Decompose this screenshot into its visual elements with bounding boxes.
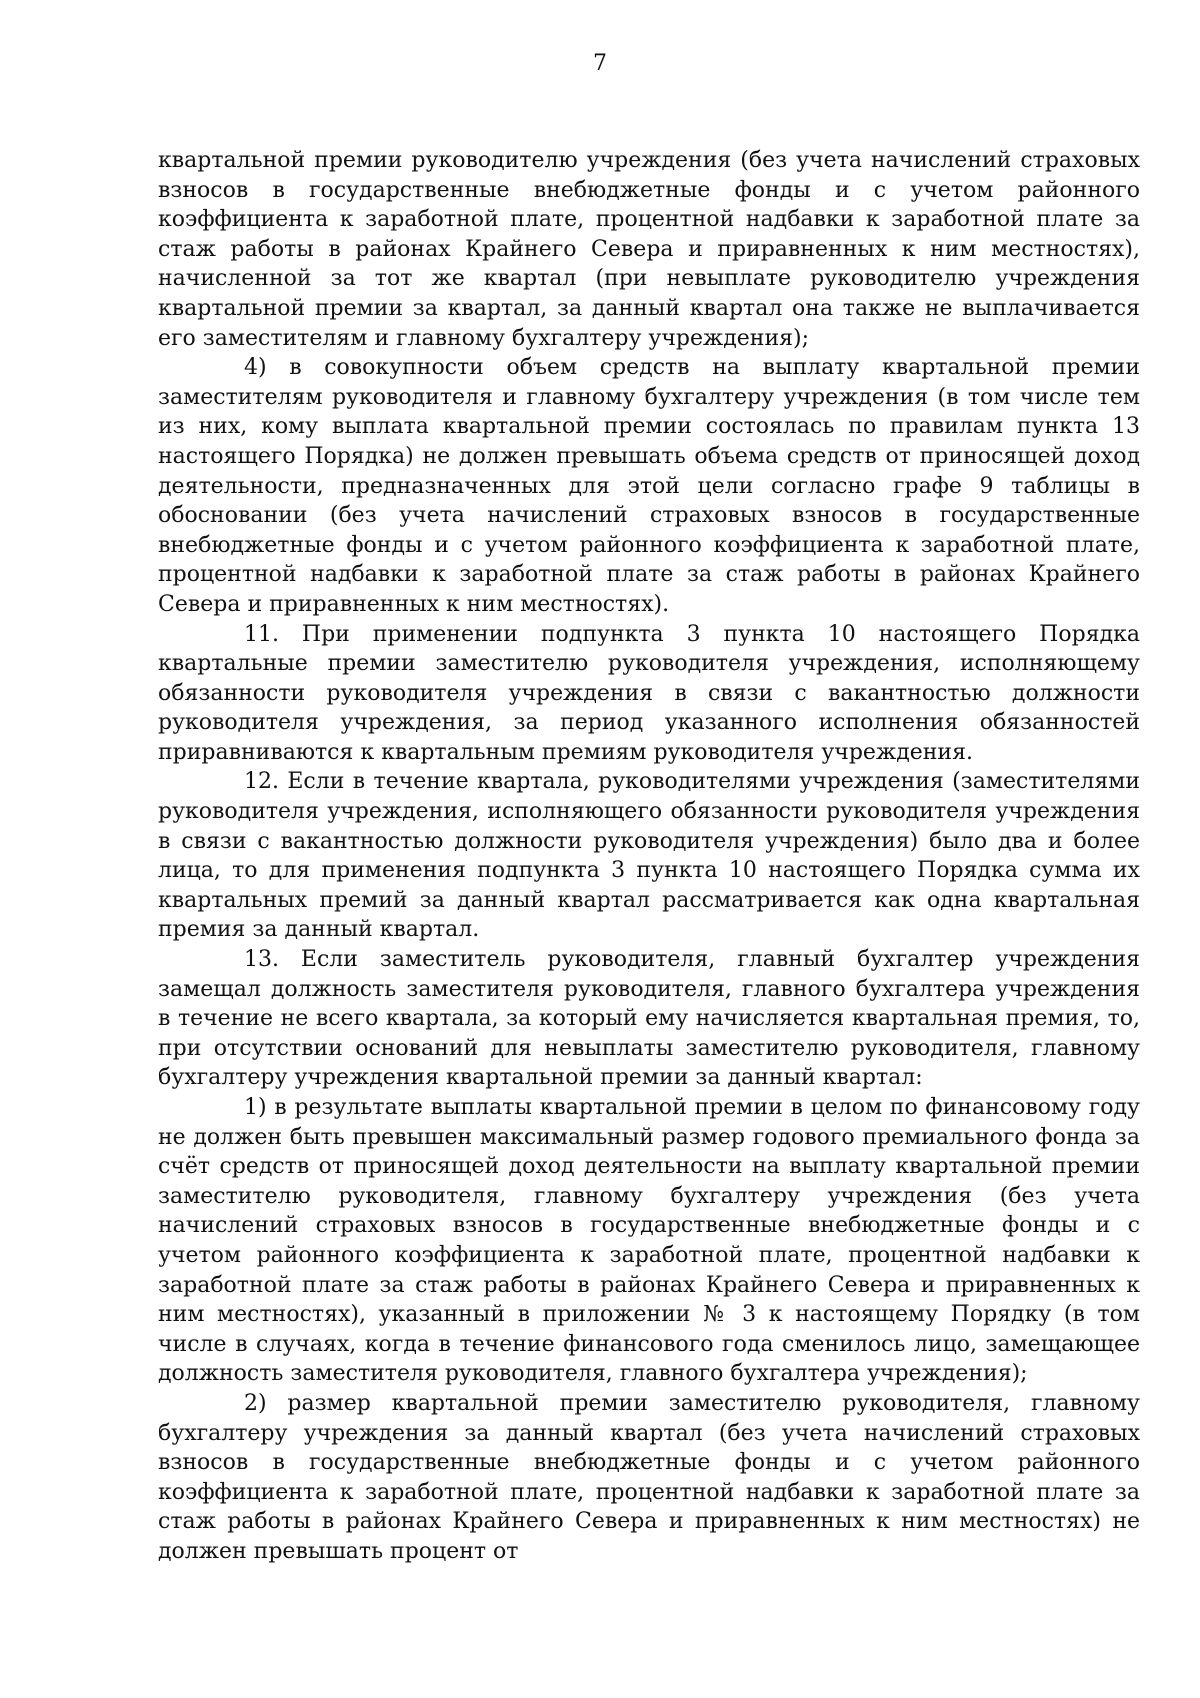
- paragraph-continuation: квартальной премии руководителю учреждения (без учета начислений страховых взносов в государственные внебюджетные фонды и с учетом районного коэффициента к заработной плате, процентной надбавки к заработной плате за стаж работы в районах Крайнего Севера и приравненных к ним местностях), начисленной за тот же квартал (при невыплате руководителю учреждения квартальной премии за квартал, за данный квартал она также не выплачивается его заместителям и главному бухгалтеру учреждения);: [158, 148, 1140, 351]
- paragraph-clause-11: 11. При применении подпункта 3 пункта 10 настоящего Порядка квартальные премии заместителю руководителя учреждения, исполняющему обязанности руководителя учреждения в связи с вакантностью должности руководителя учреждения, за период указанного исполнения обязанностей приравниваются к квартальным премиям руководителя учреждения.: [158, 621, 1140, 765]
- paragraph-subitem-1: 1) в результате выплаты квартальной премии в целом по финансовому году не должен быть превышен максимальный размер годового премиального фонда за счёт средств от приносящей доход деятельности на выплату квартальной премии заместителю руководителя, главному бухгалтеру учреждения (без учета начислений страховых взносов в государственные внебюджетные фонды и с учетом районного коэффициента к заработной плате, процентной надбавки к заработной плате за стаж работы в районах Крайнего Севера и приравненных к ним местностях), указанный в приложении № 3 к настоящему Порядку (в том числе в случаях, когда в течение финансового года сменилось лицо, замещающее должность заместителя руководителя, главного бухгалтера учреждения);: [158, 1095, 1140, 1387]
- paragraph-clause-13: 13. Если заместитель руководителя, главный бухгалтер учреждения замещал должность заместителя руководителя, главного бухгалтера учреждения в течение не всего квартала, за который ему начисляется квартальная премия, то, при отсутствии оснований для невыплаты заместителю руководителя, главному бухгалтеру учреждения квартальной премии за данный квартал:: [158, 947, 1140, 1091]
- page-number: 7: [593, 51, 607, 76]
- paragraph-subitem-4: 4) в совокупности объем средств на выплату квартальной премии заместителям руководителя и главному бухгалтеру учреждения (в том числе тем из них, кому выплата квартальной премии состоялась по правилам пункта 13 настоящего Порядка) не должен превышать объема средств от приносящей доход деятельности, предназначенных для этой цели согласно графе 9 таблицы в обосновании (без учета начислений страховых взносов в государственные внебюджетные фонды и с учетом районного коэффициента к заработной плате, процентной надбавки к заработной плате за стаж работы в районах Крайнего Севера и приравненных к ним местностях).: [158, 355, 1140, 617]
- paragraph-subitem-2: 2) размер квартальной премии заместителю руководителя, главному бухгалтеру учреждения за данный квартал (без учета начислений страховых взносов в государственные внебюджетные фонды и с учетом районного коэффициента к заработной плате, процентной надбавки к заработной плате за стаж работы в районах Крайнего Севера и приравненных к ним местностях) не должен превышать процент от: [158, 1390, 1140, 1564]
- paragraph-clause-12: 12. Если в течение квартала, руководителями учреждения (заместителями руководителя учреждения, исполняющего обязанности руководителя учреждения в связи с вакантностью должности руководителя учреждения) было два и более лица, то для применения подпункта 3 пункта 10 настоящего Порядка сумма их квартальных премий за данный квартал рассматривается как одна квартальная премия за данный квартал.: [158, 769, 1140, 943]
- document-body: [158, 146, 1140, 1567]
